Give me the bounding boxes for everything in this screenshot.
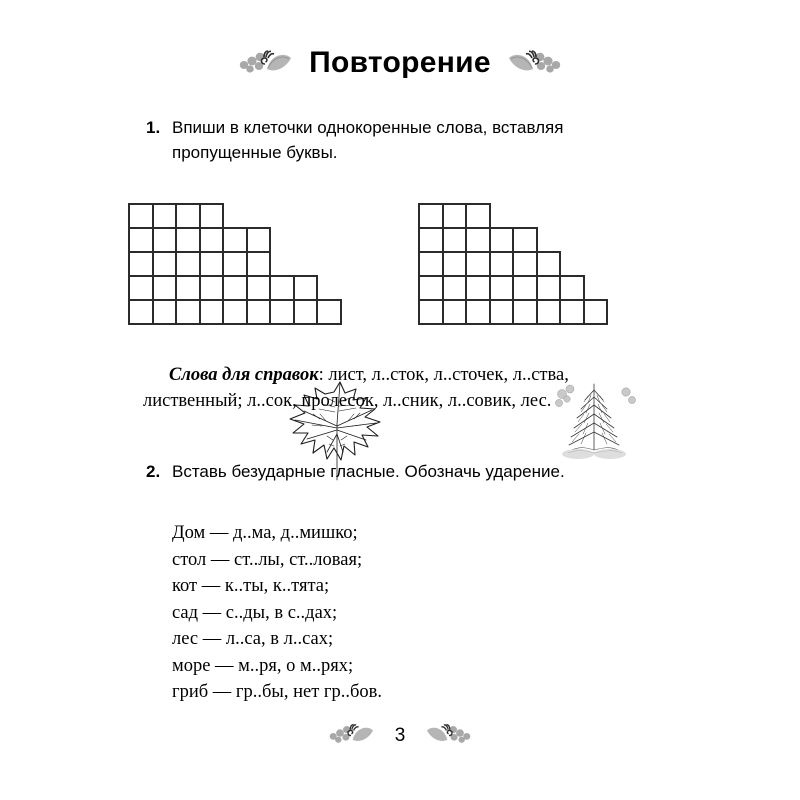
floral-ornament-icon	[424, 722, 474, 749]
grid-cell[interactable]	[489, 227, 515, 253]
word-list	[172, 520, 602, 706]
page-footer	[0, 722, 800, 749]
word-line: море — м..ря, о м..рях;	[172, 655, 354, 676]
grid-cell[interactable]	[465, 203, 491, 229]
page-header	[0, 46, 800, 80]
grid-cell[interactable]	[152, 203, 178, 229]
reference-line-3: л..совик, лес.	[447, 391, 552, 411]
floral-ornament-icon	[237, 48, 293, 79]
grid-cell[interactable]	[128, 299, 154, 325]
word-line: стол — ст..лы, ст..ловая;	[172, 549, 363, 570]
grid-cell[interactable]	[175, 203, 201, 229]
grid-cell[interactable]	[418, 227, 444, 253]
grid-cell[interactable]	[246, 275, 272, 301]
reference-line-2: л..ства, лиственный; л..сок, пролесок, л..сник,	[143, 365, 569, 411]
grid-row	[418, 251, 608, 277]
grid-cell[interactable]	[199, 227, 225, 253]
grid-cell[interactable]	[316, 299, 342, 325]
word-line: лес — л..са, в л..сах;	[172, 629, 334, 649]
grid-cell[interactable]	[418, 251, 444, 277]
task-1-number: 1.	[146, 118, 161, 137]
grid-cell[interactable]	[512, 275, 538, 301]
task-1-text: Впиши в клеточки однокоренные слова, вставляя пропущенные буквы.	[172, 118, 564, 162]
grid-row	[128, 275, 342, 301]
grid-row	[128, 203, 342, 229]
grid-cell[interactable]	[418, 275, 444, 301]
grid-cell[interactable]	[512, 299, 538, 325]
grid-cell[interactable]	[152, 299, 178, 325]
grid-row	[418, 227, 608, 253]
grid-cell[interactable]	[536, 299, 562, 325]
grid-cell[interactable]	[175, 227, 201, 253]
grid-cell[interactable]	[152, 227, 178, 253]
grid-cell[interactable]	[199, 275, 225, 301]
grid-cell[interactable]	[489, 251, 515, 277]
grid-cell[interactable]	[442, 299, 468, 325]
grid-cell[interactable]	[489, 299, 515, 325]
grid-cell[interactable]	[465, 275, 491, 301]
grid-area	[0, 200, 800, 340]
grid-cell[interactable]	[489, 275, 515, 301]
grid-cell[interactable]	[152, 275, 178, 301]
grid-row	[128, 251, 342, 277]
reference-words	[143, 362, 659, 414]
grid-cell[interactable]	[222, 299, 248, 325]
grid-row	[418, 203, 608, 229]
grid-cell[interactable]	[128, 203, 154, 229]
floral-ornament-icon	[326, 722, 376, 749]
grid-cell[interactable]	[512, 251, 538, 277]
grid-cell[interactable]	[442, 203, 468, 229]
grid-row	[128, 227, 342, 253]
grid-row	[128, 299, 342, 325]
reference-separator: :	[318, 365, 329, 385]
grid-cell[interactable]	[583, 299, 609, 325]
leaf-word-grid[interactable]	[128, 203, 342, 325]
grid-cell[interactable]	[246, 227, 272, 253]
task-2	[146, 459, 666, 484]
grid-cell[interactable]	[418, 299, 444, 325]
grid-row	[418, 275, 608, 301]
grid-cell[interactable]	[465, 251, 491, 277]
grid-cell[interactable]	[128, 275, 154, 301]
grid-cell[interactable]	[442, 251, 468, 277]
grid-cell[interactable]	[559, 299, 585, 325]
grid-cell[interactable]	[269, 275, 295, 301]
page-number: 3	[394, 724, 406, 746]
word-line: гриб — гр..бы, нет гр..бов.	[172, 682, 383, 702]
grid-cell[interactable]	[152, 251, 178, 277]
grid-cell[interactable]	[128, 227, 154, 253]
reference-line-1: лист, л..сток, л..сточек,	[328, 365, 509, 385]
forest-word-grid[interactable]	[418, 203, 608, 325]
grid-cell[interactable]	[199, 299, 225, 325]
grid-cell[interactable]	[559, 275, 585, 301]
task-2-number: 2.	[146, 462, 161, 481]
grid-cell[interactable]	[175, 251, 201, 277]
word-line: кот — к..ты, к..тята;	[172, 576, 330, 596]
task-2-text: Вставь безударные гласные. Обозначь ударение.	[172, 462, 565, 481]
grid-cell[interactable]	[222, 275, 248, 301]
grid-cell[interactable]	[269, 299, 295, 325]
grid-cell[interactable]	[512, 227, 538, 253]
grid-cell[interactable]	[199, 203, 225, 229]
grid-cell[interactable]	[175, 275, 201, 301]
floral-ornament-icon	[507, 48, 563, 79]
grid-cell[interactable]	[293, 275, 319, 301]
grid-cell[interactable]	[222, 227, 248, 253]
grid-cell[interactable]	[442, 275, 468, 301]
grid-cell[interactable]	[536, 275, 562, 301]
task-1	[146, 115, 666, 165]
grid-cell[interactable]	[465, 227, 491, 253]
grid-cell[interactable]	[175, 299, 201, 325]
grid-cell[interactable]	[536, 251, 562, 277]
grid-row	[418, 299, 608, 325]
word-line: сад — с..ды, в с..дах;	[172, 602, 338, 623]
grid-cell[interactable]	[199, 251, 225, 277]
grid-cell[interactable]	[442, 227, 468, 253]
grid-cell[interactable]	[465, 299, 491, 325]
grid-cell[interactable]	[293, 299, 319, 325]
page-title: Повторение	[309, 46, 491, 79]
grid-cell[interactable]	[222, 251, 248, 277]
word-line: Дом — д..ма, д..мишко;	[172, 523, 358, 543]
grid-cell[interactable]	[418, 203, 444, 229]
grid-cell[interactable]	[128, 251, 154, 277]
grid-cell[interactable]	[246, 299, 272, 325]
grid-cell[interactable]	[246, 251, 272, 277]
reference-words-label: Слова для справок	[169, 365, 319, 385]
